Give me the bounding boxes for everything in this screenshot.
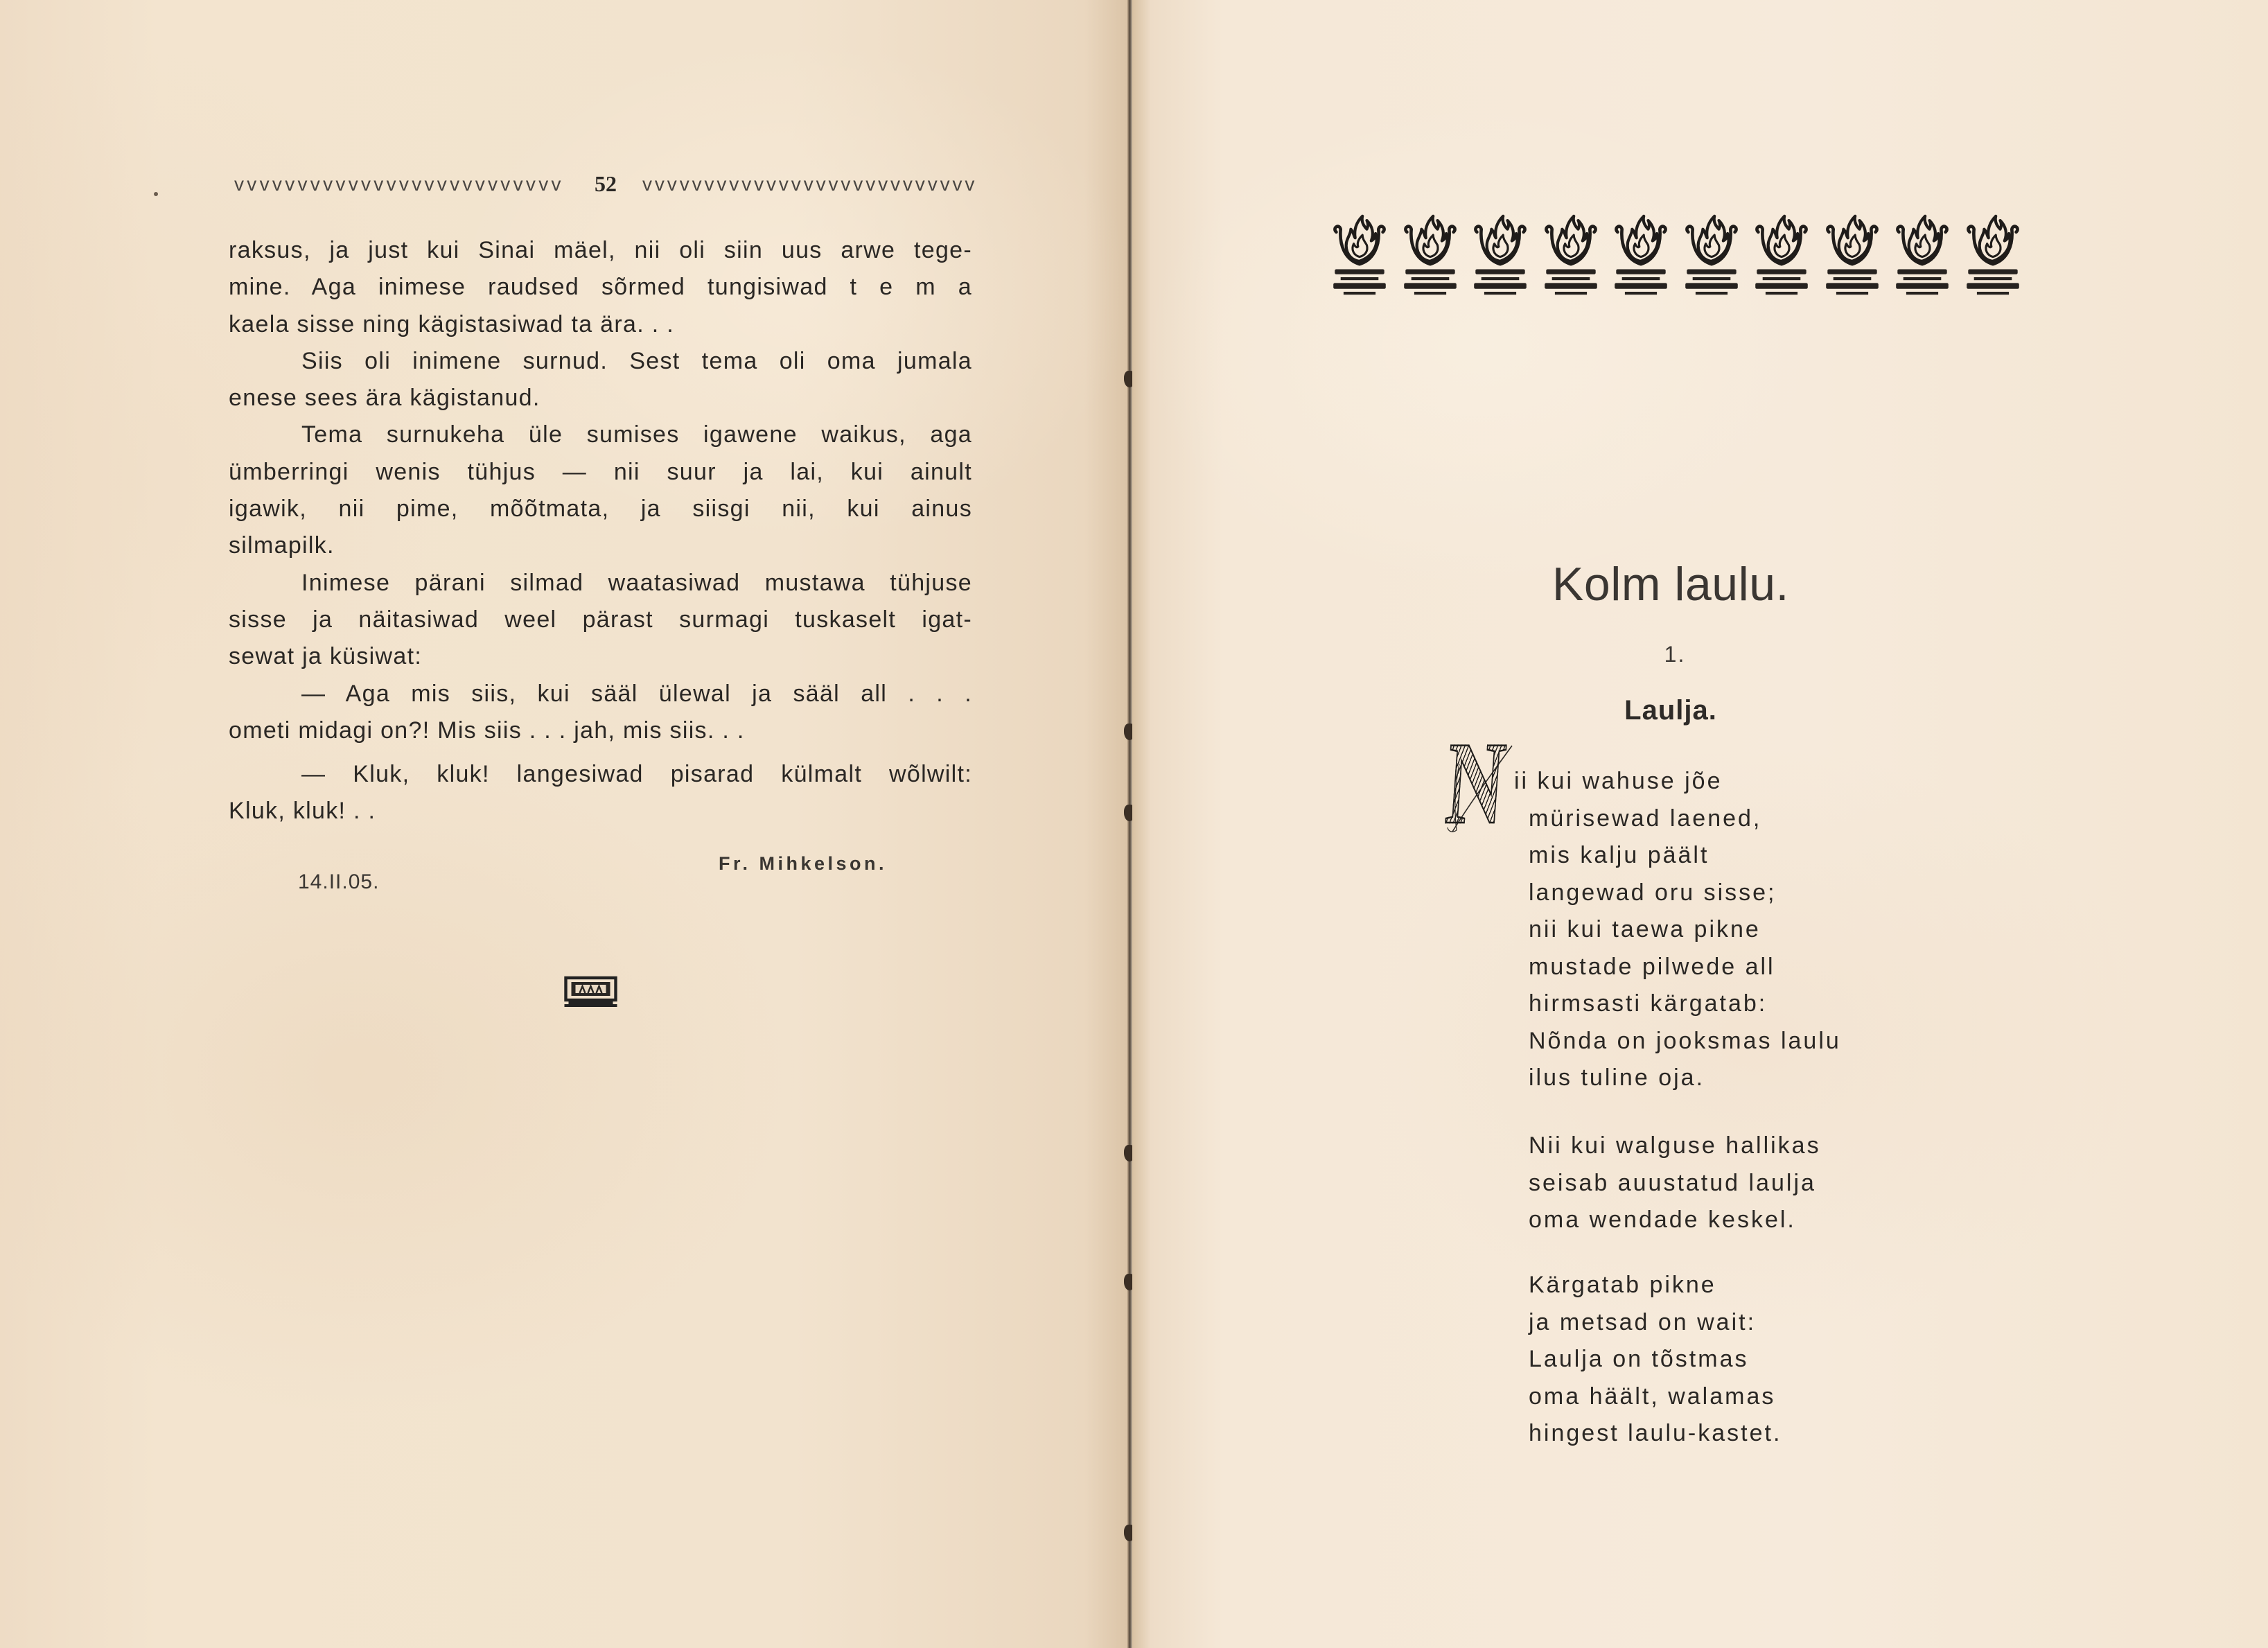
flame-brazier-icon xyxy=(1752,210,1811,301)
body-line: Kluk, kluk! . . xyxy=(229,798,376,825)
header-rule-right: vvvvvvvvvvvvvvvvvvvvvvvvvvv xyxy=(642,173,978,195)
body-line: mine. Aga inimese raudsed sõrmed tungisiwad t e m a xyxy=(229,274,972,301)
poem-line: oma häält, walamas xyxy=(1529,1383,1776,1410)
body-line: ometi midagi on?! Mis siis . . . jah, mis siis. . . xyxy=(229,717,745,744)
body-line: kaela sisse ning kägistasiwad ta ära. . . xyxy=(229,310,674,338)
tailpiece-box-icon xyxy=(563,975,619,1008)
poem-line: mustade pilwede all xyxy=(1529,953,1775,980)
stanza xyxy=(1514,763,1841,1097)
poem-line: nii kui taewa pikne xyxy=(1529,916,1761,943)
poem-line: hirmsasti kärgatab: xyxy=(1529,990,1768,1017)
stanza xyxy=(1529,1267,1782,1453)
prose-text xyxy=(229,232,972,830)
body-line: silmapilk. xyxy=(229,532,335,559)
body-line: — Kluk, kluk! langesiwad pisarad külmalt wõlwilt: xyxy=(301,761,972,788)
right-page xyxy=(1132,0,2268,1648)
body-line: Siis oli inimene surnud. Sest tema oli oma jumala xyxy=(301,347,972,374)
flame-brazier-icon xyxy=(1471,210,1529,301)
body-line: igawik, nii pime, mõõtmata, ja siisgi nii, kui ainus xyxy=(229,496,972,523)
poem-line: seisab auustatud laulja xyxy=(1529,1169,1816,1196)
poem-line: hingest laulu-kastet. xyxy=(1529,1420,1782,1446)
author-signature: Fr. Mihkelson. xyxy=(719,853,888,874)
poem-line: Kärgatab pikne xyxy=(1529,1272,1716,1298)
book-gutter xyxy=(1127,0,1132,1648)
flame-brazier-icon xyxy=(1823,210,1881,301)
body-line: sewat ja küsiwat: xyxy=(229,643,423,670)
body-line: ümberringi wenis tühjus — nii suur ja lai, kui ainult xyxy=(229,458,972,485)
flame-ornament-row xyxy=(1330,210,2022,301)
paper-speck xyxy=(154,192,158,196)
body-line: Tema surnukeha üle sumises igawene waikus, aga xyxy=(301,421,972,448)
flame-brazier-icon xyxy=(1330,210,1389,301)
poem-line: mis kalju päält xyxy=(1529,842,1709,868)
left-page xyxy=(0,0,1129,1648)
header-rule-left: vvvvvvvvvvvvvvvvvvvvvvvvvv xyxy=(234,173,564,195)
date-line: 14.II.05. xyxy=(298,870,380,893)
drop-cap-letter: N xyxy=(1442,718,1510,848)
poem-line: ja metsad on wait: xyxy=(1529,1308,1757,1335)
poem-line: ii kui wahuse jõe xyxy=(1514,768,1723,794)
body-line: raksus, ja just kui Sinai mäel, nii oli siin uus arwe tege- xyxy=(229,237,972,263)
body-line: Inimese pärani silmad waatasiwad mustawa tühjuse xyxy=(301,569,972,596)
page-number: 52 xyxy=(595,171,617,196)
drop-cap xyxy=(1442,718,1520,848)
flame-brazier-icon xyxy=(1893,210,1951,301)
flame-brazier-icon xyxy=(1401,210,1459,301)
body-line: enese sees ära kägistanud. xyxy=(229,385,540,412)
poem-line: langewad oru sisse; xyxy=(1529,879,1777,906)
poem-line: ilus tuline oja. xyxy=(1529,1064,1705,1091)
body-line: — Aga mis siis, kui sääl ülewal ja sääl all . . . xyxy=(301,680,972,707)
flame-brazier-icon xyxy=(1542,210,1600,301)
poem-line: oma wendade keskel. xyxy=(1529,1207,1796,1233)
body-line: sisse ja näitasiwad weel pärast surmagi tuskaselt igat- xyxy=(229,606,972,633)
poem-title: Laulja. xyxy=(1624,695,1717,726)
poem-line: mürisewad laened, xyxy=(1529,805,1762,832)
flame-brazier-icon xyxy=(1964,210,2022,301)
poem-line: Laulja on tõstmas xyxy=(1529,1346,1749,1372)
flame-brazier-icon xyxy=(1682,210,1741,301)
section-title: Kolm laulu. xyxy=(1552,558,1789,611)
flame-brazier-icon xyxy=(1612,210,1670,301)
poem-line: Nii kui walguse hallikas xyxy=(1529,1132,1821,1159)
poem-number: 1. xyxy=(1664,642,1686,667)
poem-line: Nõnda on jooksmas laulu xyxy=(1529,1027,1841,1054)
stanza xyxy=(1529,1128,1821,1239)
